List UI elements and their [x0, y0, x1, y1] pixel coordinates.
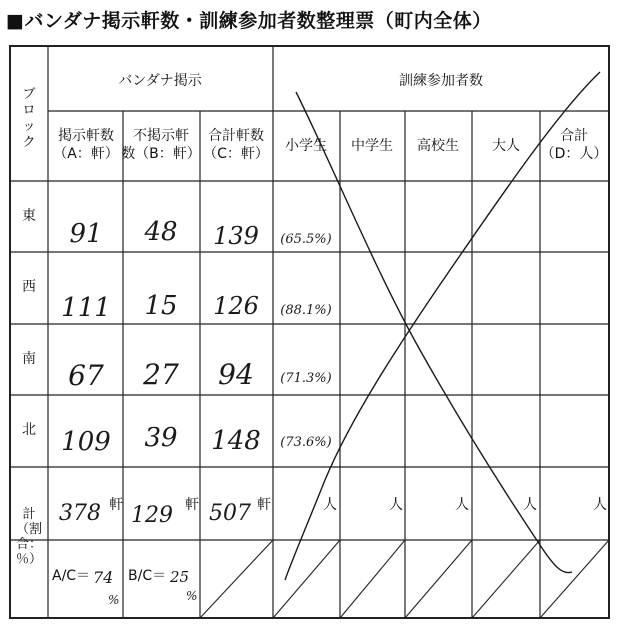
block-header [22, 87, 35, 150]
block-east: 東 [22, 208, 36, 224]
north-a-value: 109 [61, 427, 111, 457]
col-a-header: 掲示軒数 [58, 128, 114, 144]
svg-text:％）: ％） [15, 552, 43, 567]
col-c-header: 合計軒数 [208, 128, 264, 144]
svg-text:ク: ク [22, 135, 36, 150]
south-a-value: 67 [68, 359, 104, 392]
col-b-header: 不掲示軒 [133, 128, 189, 144]
col-b-header-unit: 数（B：軒） [121, 146, 201, 162]
svg-text:ブ: ブ [22, 87, 36, 102]
west-pct-value: (88.1%) [280, 303, 332, 318]
west-b-value: 15 [144, 291, 178, 321]
ratio-bc-unit: % [186, 589, 198, 603]
ratio-ac-unit: % [108, 593, 120, 607]
west-c-value: 126 [213, 292, 259, 320]
total-b-value: 129 [131, 503, 173, 528]
total-b-unit: 軒 [185, 497, 199, 513]
training-group-header: 訓練参加者数 [399, 73, 483, 89]
west-a-value: 111 [61, 293, 111, 323]
north-c-value: 148 [211, 426, 261, 456]
east-a-value: 91 [69, 219, 103, 249]
total-sum-unit: 人 [593, 497, 607, 513]
col-adult-header: 大人 [492, 138, 520, 154]
col-elementary-header: 小学生 [285, 138, 327, 154]
col-junior-high-header: 中学生 [351, 138, 393, 154]
ratio-bc-label: B/C＝ [128, 568, 167, 584]
block-north: 北 [22, 422, 36, 438]
block-south: 南 [22, 351, 36, 367]
svg-text:計: 計 [22, 507, 36, 522]
col-a-header-unit: （A：軒） [53, 146, 119, 162]
col-total-header: 合計 [560, 128, 588, 144]
total-a-value: 378 [59, 501, 101, 526]
col-total-header-unit: （D：人） [540, 146, 608, 162]
svg-text:ロ: ロ [22, 103, 36, 118]
bandana-group-header: バンダナ掲示 [118, 73, 202, 89]
total-c-value: 507 [209, 501, 251, 526]
total-row-label [16, 506, 42, 567]
east-pct-value: (65.5%) [280, 232, 332, 247]
svg-text:合：: 合： [15, 537, 43, 552]
page-title: ■バンダナ掲示軒数・訓練参加者数整理票（町内全体） [6, 10, 492, 32]
total-hs-unit: 人 [455, 497, 469, 513]
total-adult-unit: 人 [523, 497, 537, 513]
data-rows [61, 217, 332, 457]
south-b-value: 27 [143, 358, 179, 391]
ratio-bc-value: 25 [170, 568, 190, 586]
total-a-unit: 軒 [109, 497, 123, 513]
total-c-unit: 軒 [257, 497, 271, 513]
svg-text:（割: （割 [15, 522, 43, 537]
svg-text:ッ: ッ [22, 119, 36, 134]
east-b-value: 48 [144, 217, 178, 247]
col-c-header-unit: （C：軒） [203, 146, 269, 162]
north-pct-value: (73.6%) [280, 435, 332, 450]
north-b-value: 39 [144, 423, 178, 453]
south-pct-value: (71.3%) [280, 371, 332, 386]
ratio-ac-label: A/C＝ [52, 568, 91, 584]
south-c-value: 94 [218, 358, 254, 391]
east-c-value: 139 [213, 222, 259, 250]
block-west: 西 [22, 279, 36, 295]
ratio-ac-value: 74 [93, 568, 114, 587]
total-elem-unit: 人 [323, 497, 337, 513]
total-jhs-unit: 人 [389, 497, 403, 513]
col-high-school-header: 高校生 [417, 138, 459, 154]
